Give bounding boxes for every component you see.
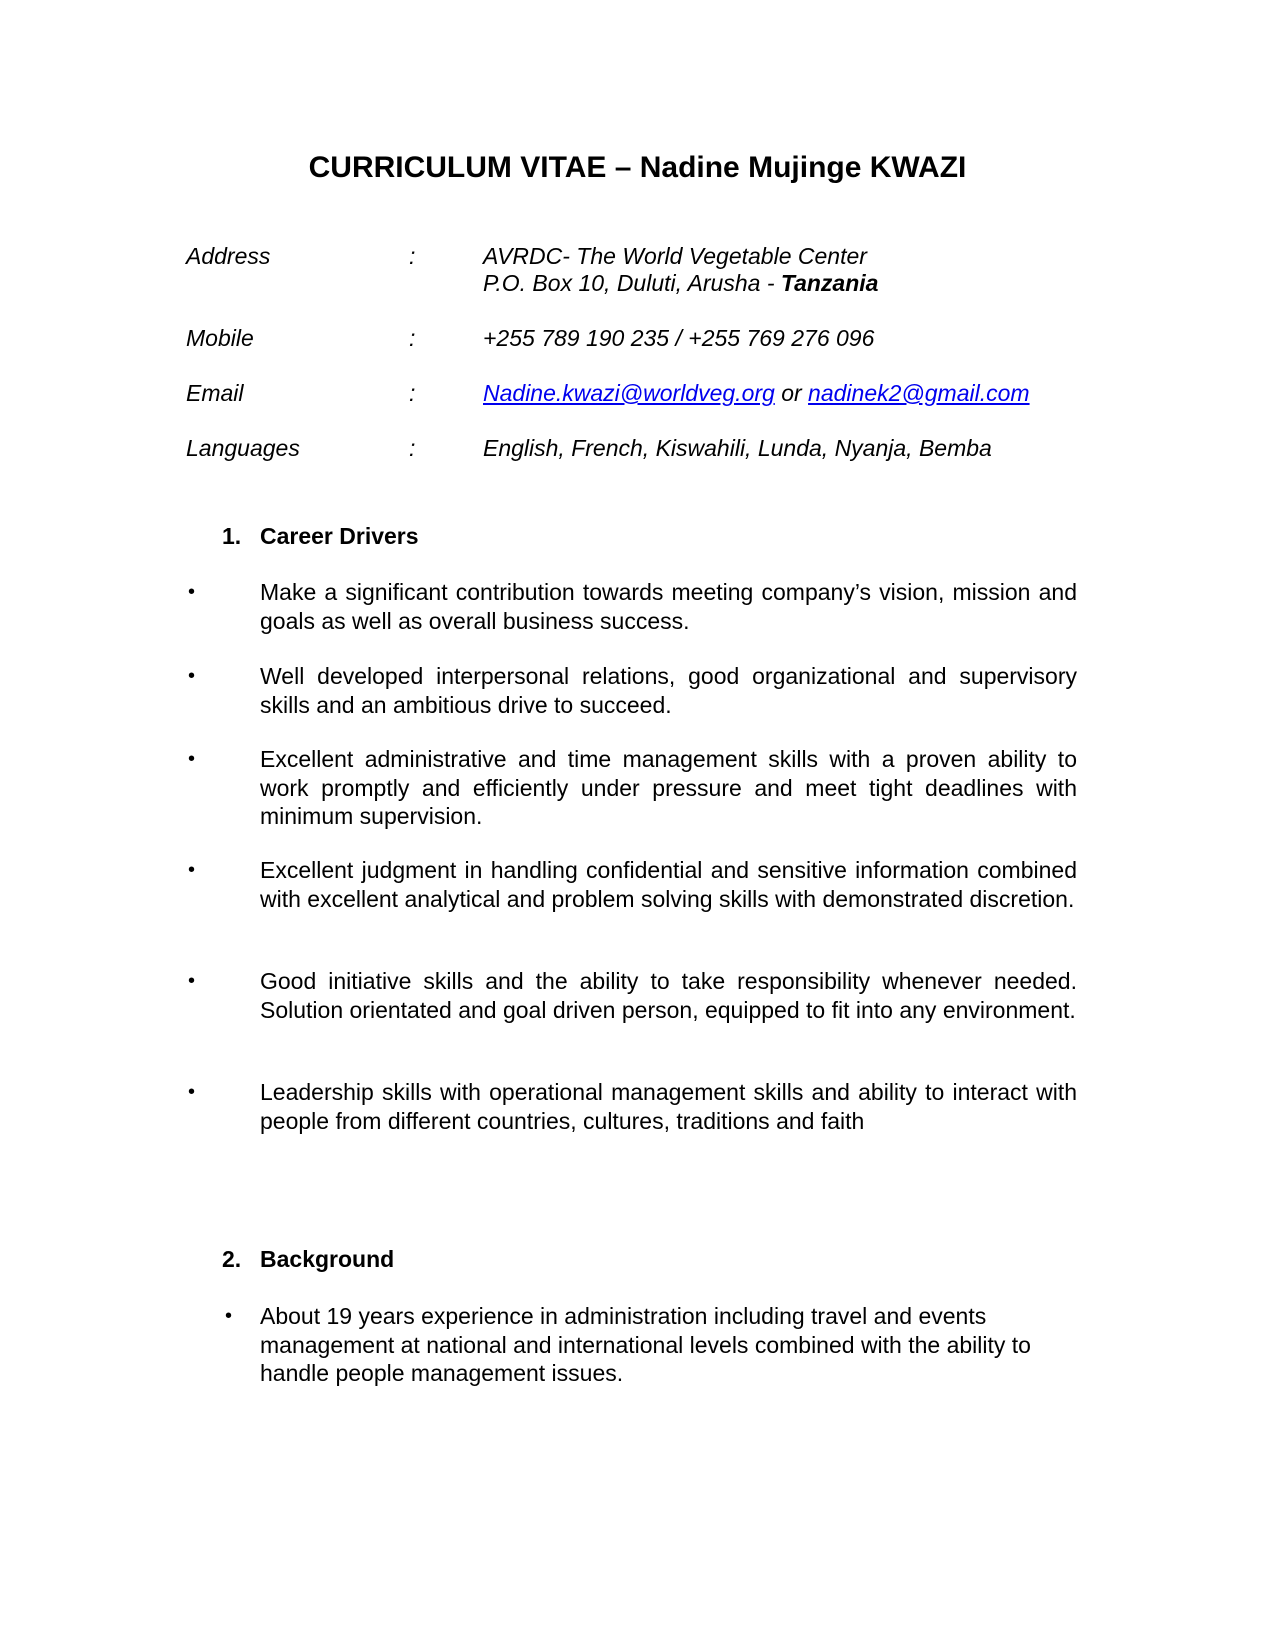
address-value — [483, 243, 878, 297]
email-link-secondary[interactable]: nadinek2@gmail.com — [808, 380, 1030, 406]
section-heading-career-drivers — [222, 522, 419, 550]
languages-value: English, French, Kiswahili, Lunda, Nyanja, Bemba — [483, 435, 992, 461]
email-label: Email — [186, 380, 244, 406]
bullet-icon: • — [188, 748, 196, 770]
mobile-colon: : — [409, 325, 416, 351]
contact-address-row — [186, 243, 1086, 303]
bullet-text: Well developed interpersonal relations, good organizational and supervisory skills and an ambitious drive to succeed. — [260, 663, 1077, 718]
document-title: CURRICULUM VITAE – Nadine Mujinge KWAZI — [308, 151, 967, 184]
mobile-value: +255 789 190 235 / +255 769 276 096 — [483, 325, 875, 351]
section-number: 1. — [222, 523, 242, 549]
section-number: 2. — [222, 1246, 242, 1272]
bullet-text: Make a significant contribution towards meeting company’s vision, mission and goals as well as overall business success. — [260, 579, 1077, 634]
bullet-icon: • — [188, 1081, 196, 1103]
email-separator: or — [774, 380, 809, 406]
bullet-icon: • — [188, 581, 196, 603]
address-country: Tanzania — [780, 270, 879, 296]
address-line1: AVRDC- The World Vegetable Center — [483, 243, 867, 269]
contact-mobile-row — [186, 325, 1086, 355]
address-line2 — [483, 270, 878, 297]
bullet-icon: • — [225, 1305, 233, 1327]
email-colon: : — [409, 380, 416, 406]
bullet-icon: • — [188, 970, 196, 992]
email-link-primary[interactable]: Nadine.kwazi@worldveg.org — [483, 380, 775, 406]
contact-languages-row — [186, 435, 1086, 465]
address-line2-prefix: P.O. Box 10, Duluti, Arusha - — [483, 270, 781, 296]
contact-email-row — [186, 380, 1086, 410]
address-label: Address — [186, 243, 271, 269]
bullet-icon: • — [188, 859, 196, 881]
bullet-text: Excellent administrative and time management skills with a proven ability to work promptly and efficiently under pressure and meet tight deadlines with minimum supervision. — [260, 746, 1077, 829]
mobile-label: Mobile — [186, 325, 254, 351]
section-heading-background — [222, 1245, 394, 1273]
languages-colon: : — [409, 435, 416, 461]
bullet-text: Excellent judgment in handling confidential and sensitive information combined with excellent analytical and problem solving skills with demonstrated discretion. — [260, 857, 1077, 912]
bullet-icon: • — [188, 665, 196, 687]
bullet-text: Good initiative skills and the ability to take responsibility whenever needed. Solution orientated and goal driven person, equipped to fit into any environment. — [260, 968, 1077, 1023]
section-title: Background — [260, 1246, 395, 1272]
section-title: Career Drivers — [260, 523, 419, 549]
languages-label: Languages — [186, 435, 300, 461]
bullet-text: About 19 years experience in administration including travel and events management at national and international levels combined with the ability to handle people management issues. — [260, 1303, 1031, 1386]
email-value — [483, 380, 1030, 407]
address-colon: : — [409, 243, 416, 269]
bullet-text: Leadership skills with operational management skills and ability to interact with people from different countries, cultures, traditions and faith — [260, 1079, 1077, 1134]
